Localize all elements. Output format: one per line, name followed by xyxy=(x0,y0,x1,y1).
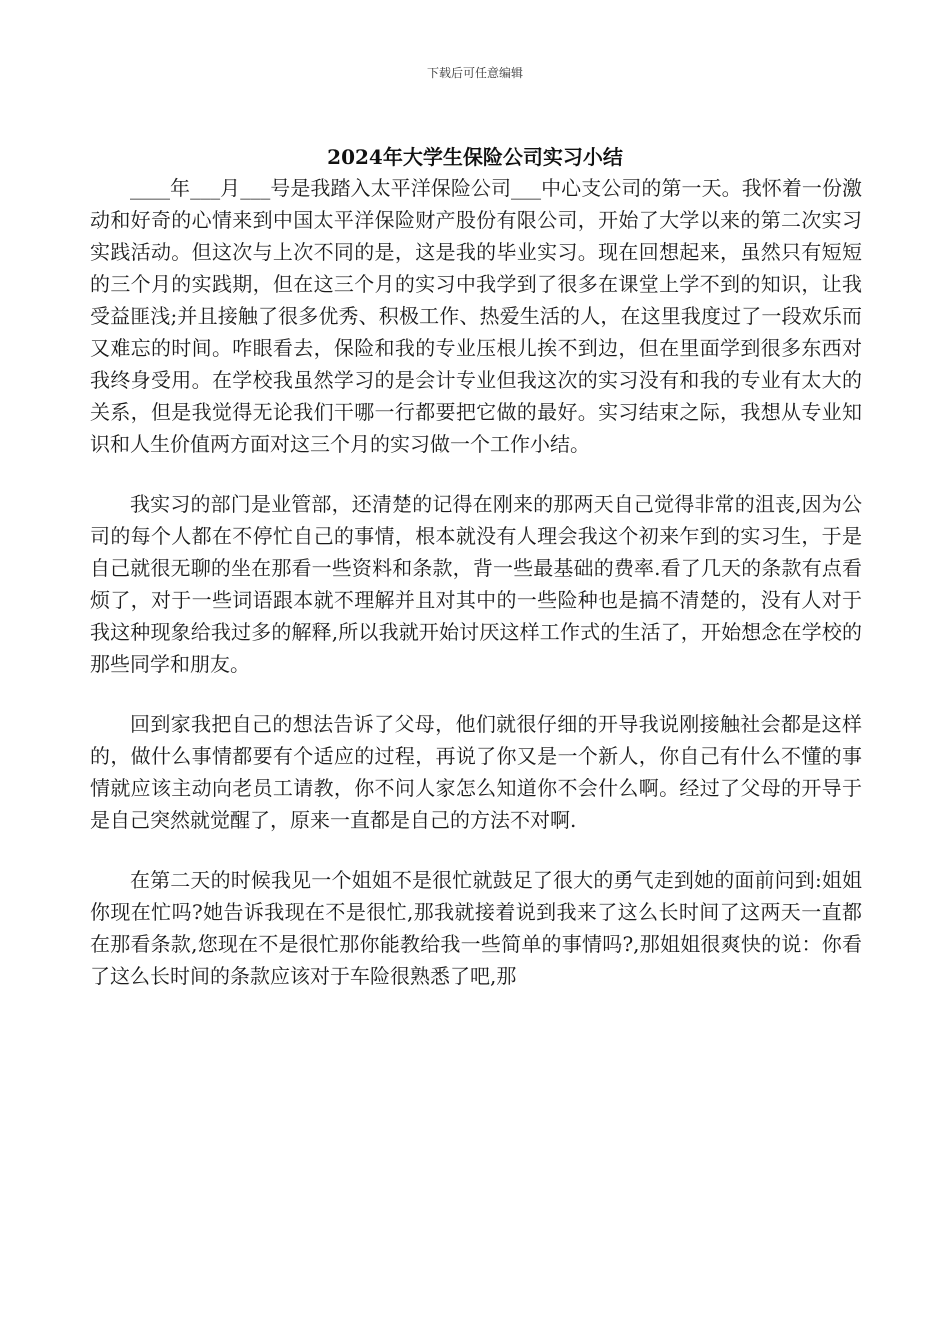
paragraph: ____年___月___号是我踏入太平洋保险公司___中心支公司的第一天。我怀着一份激动和好奇的心情来到中国太平洋保险财产股份有限公司，开始了大学以来的第二次实习实践活动。但这次与上次不同的是，这是我的毕业实习。现在回想起来，虽然只有短短的三个月的实践期，但在这三个月的实习中我学到了很多在课堂上学不到的知识，让我受益匪浅;并且接触了很多优秀、积极工作、热爱生活的人，在这里我度过了一段欢乐而又难忘的时间。咋眼看去，保险和我的专业压根儿挨不到边，但在里面学到很多东西对我终身受用。在学校我虽然学习的是会计专业但我这次的实习没有和我的专业有太大的关系，但是我觉得无论我们干哪一行都要把它做的最好。实习结束之际，我想从专业知识和人生价值两方面对这三个月的实习做一个工作小结。 xyxy=(90,176,862,456)
document-title: 2024年大学生保险公司实习小结 xyxy=(327,145,623,169)
document-body xyxy=(90,172,862,992)
paragraph: 我实习的部门是业管部，还清楚的记得在刚来的那两天自己觉得非常的沮丧,因为公司的每个人都在不停忙自己的事情，根本就没有人理会我这个初来乍到的实习生，于是自己就很无聊的坐在那看一些资料和条款，背一些最基础的费率.看了几天的条款有点看烦了，对于一些词语跟本就不理解并且对其中的一些险种也是搞不清楚的，没有人对于我这种现象给我过多的解释,所以我就开始讨厌这样工作式的生活了，开始想念在学校的那些同学和朋友。 xyxy=(90,492,862,676)
paragraph: 回到家我把自己的想法告诉了父母，他们就很仔细的开导我说刚接触社会都是这样的，做什么事情都要有个适应的过程，再说了你又是一个新人，你自己有什么不懂的事情就应该主动向老员工请教，你不问人家怎么知道你不会什么啊。经过了父母的开导于是自己突然就觉醒了，原来一直都是自己的方法不对啊. xyxy=(90,712,862,832)
paragraph: 在第二天的时候我见一个姐姐不是很忙就鼓足了很大的勇气走到她的面前问到:姐姐你现在忙吗?她告诉我现在不是很忙,那我就接着说到我来了这么长时间了这两天一直都在那看条款,您现在不是很忙那你能教给我一些简单的事情吗?,那姐姐很爽快的说：你看了这么长时间的条款应该对于车险很熟悉了吧,那 xyxy=(90,868,862,988)
header-note: 下载后可任意编辑 xyxy=(426,66,523,80)
